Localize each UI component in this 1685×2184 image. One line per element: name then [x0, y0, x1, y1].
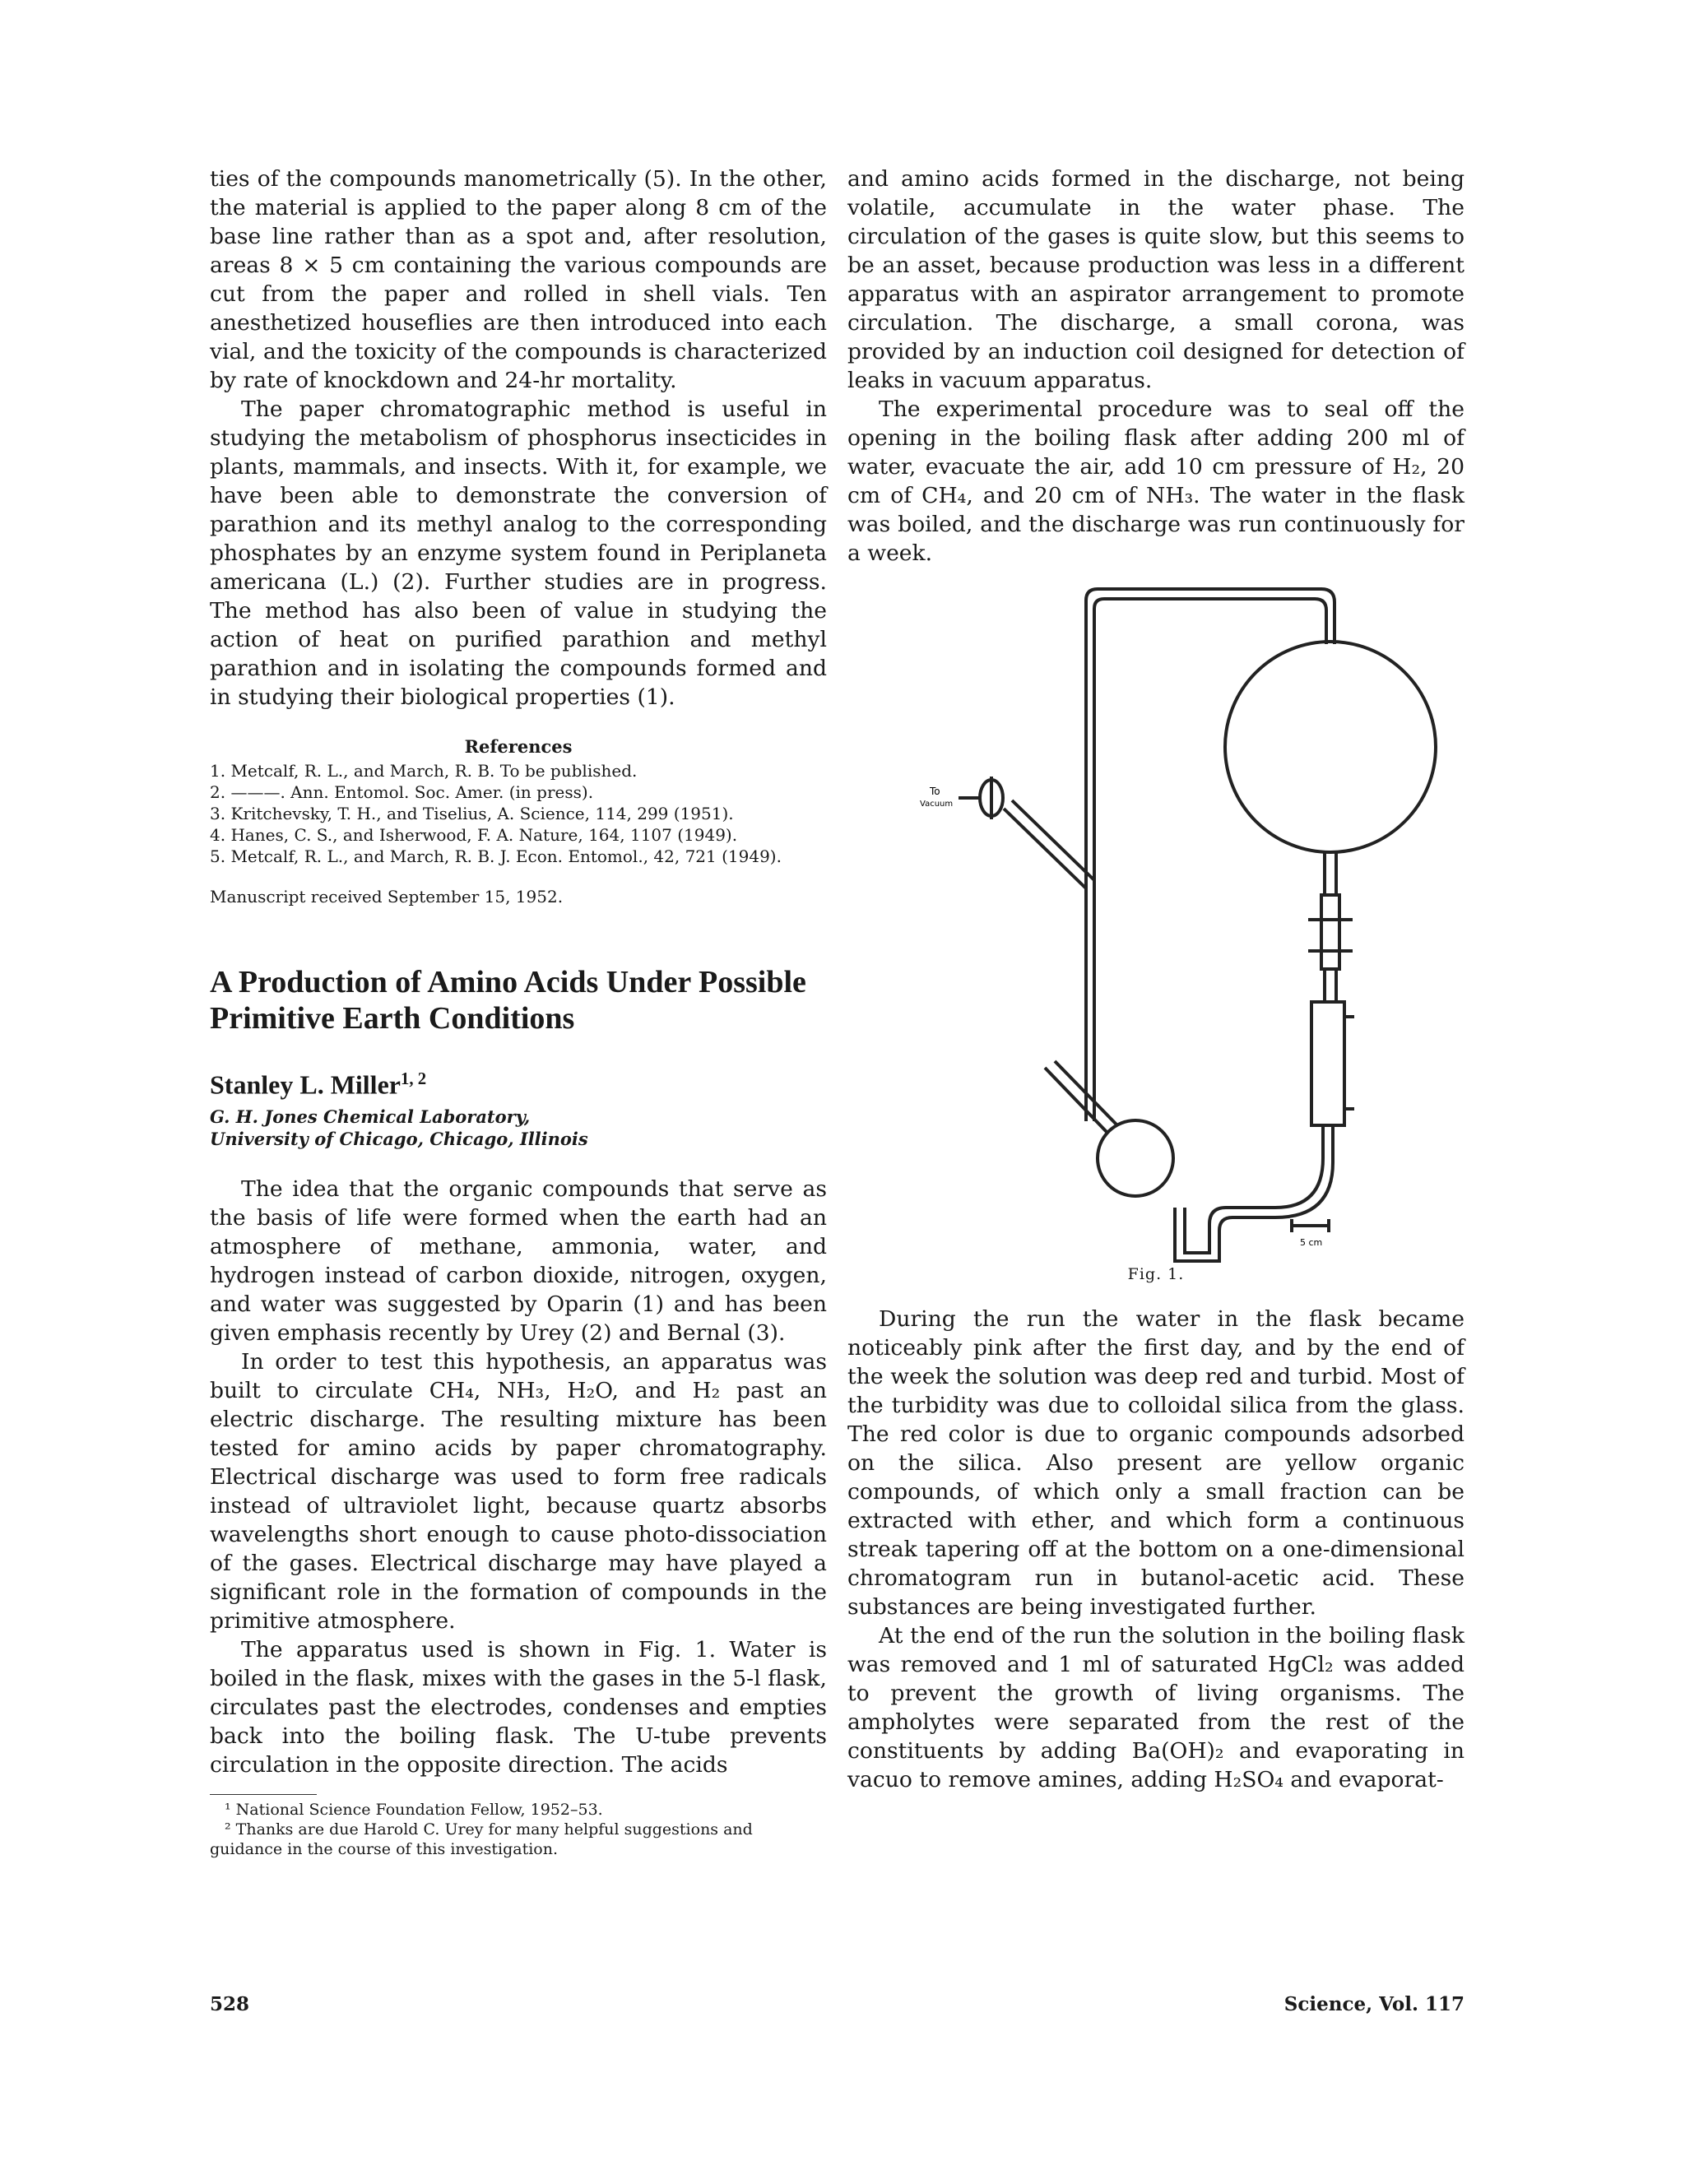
footnote-2: ² Thanks are due Harold C. Urey for many helpful suggestions and guidance in the course of this investigation.	[210, 1820, 753, 1858]
running-head: Science, Vol. 117	[1283, 1993, 1465, 2015]
references-heading: References	[464, 736, 573, 757]
apparatus-glass-tubing	[1185, 1125, 1323, 1253]
apparatus-glass-tubing	[1325, 969, 1336, 1002]
boiling-flask-side-arm	[1045, 1068, 1107, 1132]
right-paragraph-2: The experimental procedure was to seal off the opening in the boiling flask after adding 200 ml of water, evacuate the air, add 10 cm pressure of H₂, 20 cm of CH₄, and 20 cm of NH₃. The water in the flask was boiled, and the discharge was run continuously for a week.	[847, 396, 1465, 566]
reference-item: 4. Hanes, C. S., and Isherwood, F. A. Nature, 164, 1107 (1949).	[210, 825, 738, 845]
figure-caption: Fig. 1.	[1127, 1265, 1185, 1283]
left-paragraph-4: In order to test this hypothesis, an apparatus was built to circulate CH₄, NH₃, H₂O, and H₂ past an electric discharge. The resulting mixture has been tested for amino acids by paper chromatography. Electrical discharge was used to form free radicals instead of ultraviolet light, because quartz absorbs wavelengths short enough to cause photo-dissociation of the gases. Electrical discharge may have played a significant role in the formation of compounds in the primitive atmosphere.	[210, 1348, 827, 1634]
right-paragraph-4: At the end of the run the solution in the boiling flask was removed and 1 ml of saturated HgCl₂ was added to prevent the growth of living organisms. The ampholytes were separated from the rest of the constituents by adding Ba(OH)₂ and evaporating in vacuo to remove amines, adding H₂SO₄ and evaporat-	[847, 1623, 1465, 1792]
footnote-rule	[210, 1794, 317, 1795]
reference-item: 3. Kritchevsky, T. H., and Tiselius, A. Science, 114, 299 (1951).	[210, 804, 734, 823]
apparatus-glass-tubing	[1325, 852, 1336, 895]
five-liter-flask	[1225, 642, 1436, 852]
reference-item: 1. Metcalf, R. L., and March, R. B. To be published.	[210, 761, 638, 781]
reference-item: 5. Metcalf, R. L., and March, R. B. J. Econ. Entomol., 42, 721 (1949).	[210, 846, 782, 866]
affiliation-line-1: G. H. Jones Chemical Laboratory,	[210, 1106, 531, 1127]
reference-item: 2. ———. Ann. Entomol. Soc. Amer. (in press).	[210, 782, 594, 802]
author-footnote-marks: 1, 2	[400, 1069, 427, 1088]
right-paragraph-1: and amino acids formed in the discharge, not being volatile, accumulate in the water phase. The circulation of the gases is quite slow, but this seems to be an asset, because production was less in a different apparatus with an aspirator arrangement to promote circulation. The discharge, a small corona, was provided by an induction coil designed for detection of leaks in vacuum apparatus.	[847, 166, 1465, 393]
vacuum-side-arm	[1004, 809, 1086, 888]
right-column	[847, 165, 1465, 1794]
scale-bar-label: 5 cm	[1300, 1237, 1323, 1248]
boiling-flask	[1098, 1120, 1173, 1196]
left-paragraph-3: The idea that the organic compounds that serve as the basis of life were formed when the earth had an atmosphere of methane, ammonia, water, and hydrogen instead of carbon dioxide, nitrogen, oxygen, and water was suggested by Oparin (1) and has been given emphasis recently by Urey (2) and Bernal (3).	[210, 1175, 827, 1346]
apparatus-glass-tubing	[1086, 589, 1335, 1010]
author-name: Stanley L. Miller	[210, 1069, 401, 1100]
left-column	[210, 165, 827, 1859]
article-title: A Production of Amino Acids Under Possible Primitive Earth Conditions	[210, 965, 806, 1036]
author-line	[210, 1069, 827, 1101]
right-paragraph-3: During the run the water in the flask became noticeably pink after the first day, and by the end of the week the solution was deep red and turbid. Most of the turbidity was due to colloidal silica from the glass. The red color is due to organic compounds adsorbed on the silica. Also present are yellow organic compounds, of which only a small fraction can be extracted with ether, and which form a continuous streak tapering off at the bottom on a one-dimensional chromatogram run in butanol-acetic acid. These substances are being investigated further.	[847, 1306, 1465, 1620]
affiliation-line-2: University of Chicago, Chicago, Illinois	[210, 1128, 588, 1149]
left-paragraph-1: ties of the compounds manometrically (5). In the other, the material is applied to the paper along 8 cm of the base line rather than as a spot and, after resolution, areas 8 × 5 cm containing the various compounds are cut from the paper and rolled in shell vials. Ten anesthetized houseflies are then introduced into each vial, and the toxicity of the compounds is characterized by rate of knockdown and 24-hr mortality.	[210, 166, 827, 393]
left-paragraph-2: The paper chromatographic method is useful in studying the metabolism of phosphorus insecticides in plants, mammals, and insects. With it, for example, we have been able to demonstrate the conversion of parathion and its methyl analog to the corresponding phosphates by an enzyme system found in Periplaneta americana (L.) (2). Further studies are in progress. The method has also been of value in studying the action of heat on purified parathion and methyl parathion and in isolating the compounds formed and in studying their biological properties (1).	[210, 396, 827, 710]
page-number: 528	[210, 1993, 250, 2015]
figure-1	[847, 582, 1465, 1265]
footnote-1: ¹ National Science Foundation Fellow, 1952–53.	[225, 1800, 603, 1819]
apparatus-diagram	[847, 582, 1465, 1265]
to-vacuum-label-1: To	[930, 786, 940, 797]
to-vacuum-label-2: Vacuum	[920, 800, 954, 809]
left-paragraph-5: The apparatus used is shown in Fig. 1. Water is boiled in the flask, mixes with the gases in the 5-l flask, circulates past the electrodes, condenses and empties back into the boiling flask. The U-tube prevents circulation in the opposite direction. The acids	[210, 1636, 827, 1778]
apparatus-glass-tubing	[1086, 1010, 1094, 1121]
affiliation	[210, 1106, 827, 1150]
electrode-chamber	[1321, 895, 1339, 969]
apparatus-glass-tubing	[1094, 599, 1326, 1010]
manuscript-received: Manuscript received September 15, 1952.	[210, 887, 564, 907]
condenser	[1311, 1002, 1344, 1125]
references-list	[210, 760, 827, 867]
vacuum-side-arm	[1012, 800, 1094, 880]
